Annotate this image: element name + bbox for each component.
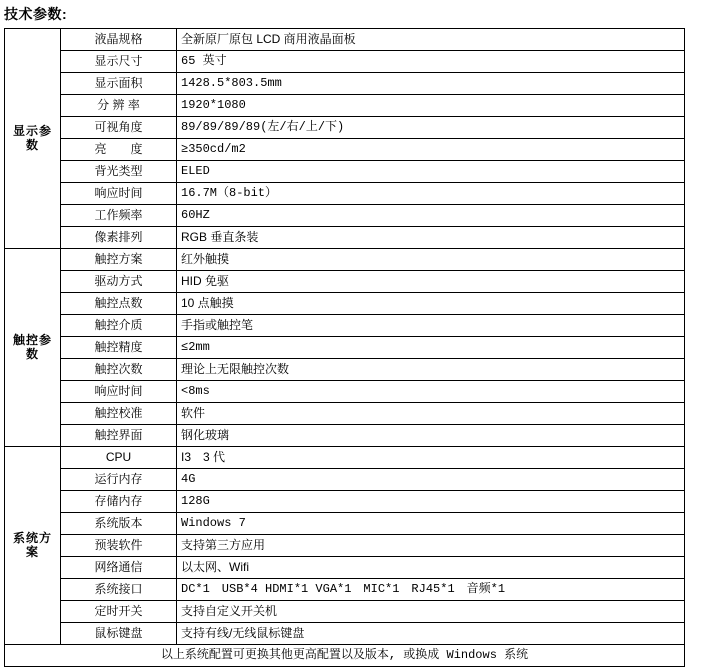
spec-label: 预装软件: [61, 535, 177, 557]
table-row: [5, 513, 685, 535]
table-row: [5, 139, 685, 161]
spec-label: 触控点数: [61, 293, 177, 315]
spec-label: 系统版本: [61, 513, 177, 535]
table-row: [5, 557, 685, 579]
spec-value: 红外触摸: [177, 249, 685, 271]
table-row: [5, 403, 685, 425]
spec-value: 支持自定义开关机: [177, 601, 685, 623]
spec-label: 运行内存: [61, 469, 177, 491]
table-row: [5, 491, 685, 513]
table-row: [5, 623, 685, 645]
spec-value: ≤2mm: [177, 337, 685, 359]
spec-value: 89/89/89/89(左/右/上/下): [177, 117, 685, 139]
spec-label: 工作频率: [61, 205, 177, 227]
table-row: [5, 29, 685, 51]
spec-value: Windows 7: [177, 513, 685, 535]
spec-label: 触控校准: [61, 403, 177, 425]
table-row: [5, 359, 685, 381]
spec-value: 10 点触摸: [177, 293, 685, 315]
table-row: [5, 425, 685, 447]
table-row: [5, 227, 685, 249]
technical-spec-table: [4, 28, 685, 667]
table-row: [5, 601, 685, 623]
spec-value: HID 免驱: [177, 271, 685, 293]
table-row: [5, 183, 685, 205]
spec-value: 1428.5*803.5mm: [177, 73, 685, 95]
table-row: [5, 205, 685, 227]
table-row: [5, 95, 685, 117]
table-row: [5, 249, 685, 271]
footer-note: 以上系统配置可更换其他更高配置以及版本, 或换成 Windows 系统: [5, 645, 685, 667]
spec-value: RGB 垂直条装: [177, 227, 685, 249]
table-row: [5, 315, 685, 337]
spec-label: 定时开关: [61, 601, 177, 623]
spec-label: 显示面积: [61, 73, 177, 95]
spec-value: 软件: [177, 403, 685, 425]
spec-value: 理论上无限触控次数: [177, 359, 685, 381]
spec-label: 触控精度: [61, 337, 177, 359]
spec-value: DC*1 USB*4 HDMI*1 VGA*1 MIC*1 RJ45*1 音频*1: [177, 579, 685, 601]
spec-label: 系统接口: [61, 579, 177, 601]
spec-value: 支持第三方应用: [177, 535, 685, 557]
spec-label: 鼠标键盘: [61, 623, 177, 645]
table-row: [5, 337, 685, 359]
spec-value: 钢化玻璃: [177, 425, 685, 447]
spec-label: 触控次数: [61, 359, 177, 381]
spec-label: 响应时间: [61, 183, 177, 205]
table-row: [5, 535, 685, 557]
spec-label: 液晶规格: [61, 29, 177, 51]
table-row: [5, 51, 685, 73]
spec-label: 存储内存: [61, 491, 177, 513]
spec-label: 显示尺寸: [61, 51, 177, 73]
spec-value: I3 3 代: [177, 447, 685, 469]
table-row: [5, 579, 685, 601]
spec-label: 驱动方式: [61, 271, 177, 293]
spec-label: 响应时间: [61, 381, 177, 403]
spec-value: 1920*1080: [177, 95, 685, 117]
spec-value: ELED: [177, 161, 685, 183]
table-row: [5, 469, 685, 491]
spec-value: 60HZ: [177, 205, 685, 227]
table-row: [5, 117, 685, 139]
table-row: [5, 293, 685, 315]
spec-label: 背光类型: [61, 161, 177, 183]
table-row: [5, 73, 685, 95]
group-label-touch: 触控参数: [5, 249, 61, 447]
spec-value: <8ms: [177, 381, 685, 403]
page-title: 技术参数:: [4, 6, 68, 22]
spec-value: 16.7M（8-bit）: [177, 183, 685, 205]
table-row: [5, 645, 685, 667]
spec-value: 全新原厂原包 LCD 商用液晶面板: [177, 29, 685, 51]
group-label-system: 系统方案: [5, 447, 61, 645]
table-row: [5, 271, 685, 293]
spec-label: 可视角度: [61, 117, 177, 139]
spec-label: CPU: [61, 447, 177, 469]
table-row: [5, 447, 685, 469]
spec-value: ≥350cd/m2: [177, 139, 685, 161]
spec-label: 像素排列: [61, 227, 177, 249]
spec-value: 手指或触控笔: [177, 315, 685, 337]
spec-value: 128G: [177, 491, 685, 513]
spec-value: 以太网、Wifi: [177, 557, 685, 579]
group-label-display: 显示参数: [5, 29, 61, 249]
spec-label: 触控介质: [61, 315, 177, 337]
spec-value: 4G: [177, 469, 685, 491]
table-row: [5, 381, 685, 403]
table-row: [5, 161, 685, 183]
spec-value: 65 英寸: [177, 51, 685, 73]
spec-value: 支持有线/无线鼠标键盘: [177, 623, 685, 645]
spec-label: 触控界面: [61, 425, 177, 447]
spec-label: 亮 度: [61, 139, 177, 161]
spec-label: 触控方案: [61, 249, 177, 271]
spec-label: 网络通信: [61, 557, 177, 579]
spec-label: 分 辨 率: [61, 95, 177, 117]
